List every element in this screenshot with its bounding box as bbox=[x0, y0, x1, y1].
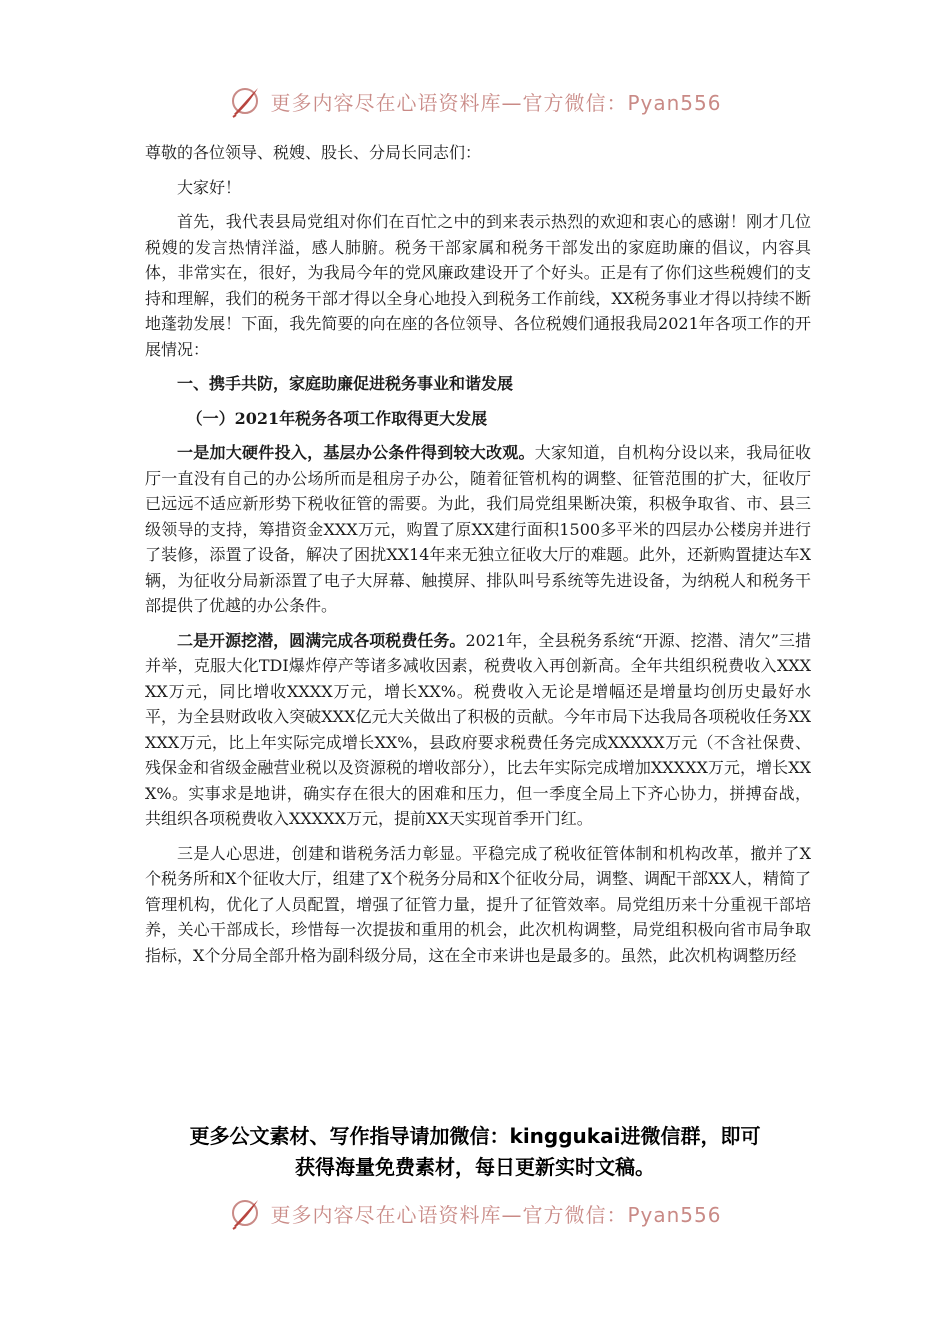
paragraph-body: 2021年，全县税务系统“开源、挖潜、清欠”三措并举，克服大化TDI爆炸停产等诸多减收因素，税费收入再创新高。全年共组织税费收入XXXXX万元，同比增收XXXX万元，增长XX%。税费收入无论是增幅还是增量均创历史最好水平，为全县财政收入突破XXX亿元大关做出了积极的贡献。今年市局下达我局各项税收任务XXXXX万元，比上年实际完成增长XX%，县政府要求税费任务完成XXXXX万元（不含社保费、残保金和省级金融营业税以及资源税的增收部分），比去年实际完成增加XXXXX万元，增长XXX%。实事求是地讲，确实存在很大的困难和压力，但一季度全局上下齐心协力，拼搏奋战，共组织各项税费收入XXXXX万元，提前XX天实现首季开门红。 bbox=[145, 630, 811, 828]
greeting: 大家好！ bbox=[177, 177, 242, 197]
paragraph-lead: 一是加大硬件投入，基层办公条件得到较大改观。 bbox=[177, 443, 535, 462]
section-heading: 一、携手共防，家庭助廉促进税务事业和谐发展 bbox=[177, 374, 514, 393]
subsection-heading: （一）2021年税务各项工作取得更大发展 bbox=[186, 408, 488, 428]
watermark-text: 更多内容尽在心语资料库—官方微信：Pyan556 bbox=[270, 90, 722, 115]
paragraph-harmonious-tax: 三是人心思进，创建和谐税务活力彰显。平稳完成了税收征管体制和机构改革，撤并了X个税务所和X个征收大厅，组建了X个税务分局和X个征收分局，调整、调配干部XX人，精简了管理机构，优化了人员配置，增强了征管力量，提升了征管效率。局党组历来十分重视干部培养，关心干部成长，珍惜每一次提拔和重用的机会，此次机构调整，局党组积极向省市局争取指标，X个分局全部升格为副科级分局，这在全市来讲也是最多的。虽然，此次机构调整历经 bbox=[145, 843, 811, 965]
paragraph-body: 大家知道，自机构分设以来，我局征收厅一直没有自己的办公场所而是租房子办公，随着征管机构的调整、征管范围的扩大，征收厅已远远不适应新形势下税收征管的需要。为此，我们局党组果断决策，积极争取省、市、县三级领导的支持，筹措资金XXX万元，购置了原XX建行面积1500多平米的四层办公楼房并进行了装修，添置了设备，解决了困扰XX14年来无独立征收大厅的难题。此外，还新购置捷达车X辆，为征收分局新添置了电子大屏幕、触摸屏、排队叫号系统等先进设备，为纳税人和税务干部提供了优越的办公条件。 bbox=[145, 443, 811, 615]
header-watermark-banner bbox=[0, 84, 950, 118]
promo-notice bbox=[100, 1121, 850, 1183]
quill-pen-logo-icon bbox=[228, 1196, 262, 1230]
quill-pen-logo-icon bbox=[228, 84, 262, 118]
paragraph-revenue-tasks bbox=[145, 628, 811, 832]
salutation: 尊敬的各位领导、税嫂、股长、分局长同志们： bbox=[145, 143, 482, 162]
paragraph-lead: 二是开源挖潜，圆满完成各项税费任务。 bbox=[177, 630, 466, 650]
promo-line-1: 更多公文素材、写作指导请加微信：kinggukai进微信群，即可 bbox=[189, 1124, 761, 1148]
paragraph-hardware-investment bbox=[145, 440, 811, 619]
footer-watermark-banner bbox=[0, 1196, 950, 1230]
promo-line-2: 获得海量免费素材，每日更新实时文稿。 bbox=[295, 1155, 655, 1179]
document-body bbox=[145, 140, 811, 977]
intro-paragraph: 首先，我代表县局党组对你们在百忙之中的到来表示热烈的欢迎和衷心的感谢！刚才几位税嫂的发言热情洋溢，感人肺腑。税务干部家属和税务干部发出的家庭助廉的倡议，内容具体，非常实在，很好，为我局今年的党风廉政建设开了个好头。正是有了你们这些税嫂们的支持和理解，我们的税务干部才得以全身心地投入到税务工作前线，XX税务事业才得以持续不断地蓬勃发展！下面，我先简要的向在座的各位领导、各位税嫂们通报我局2021年各项工作的开展情况： bbox=[145, 212, 811, 359]
watermark-text: 更多内容尽在心语资料库—官方微信：Pyan556 bbox=[270, 1202, 722, 1227]
